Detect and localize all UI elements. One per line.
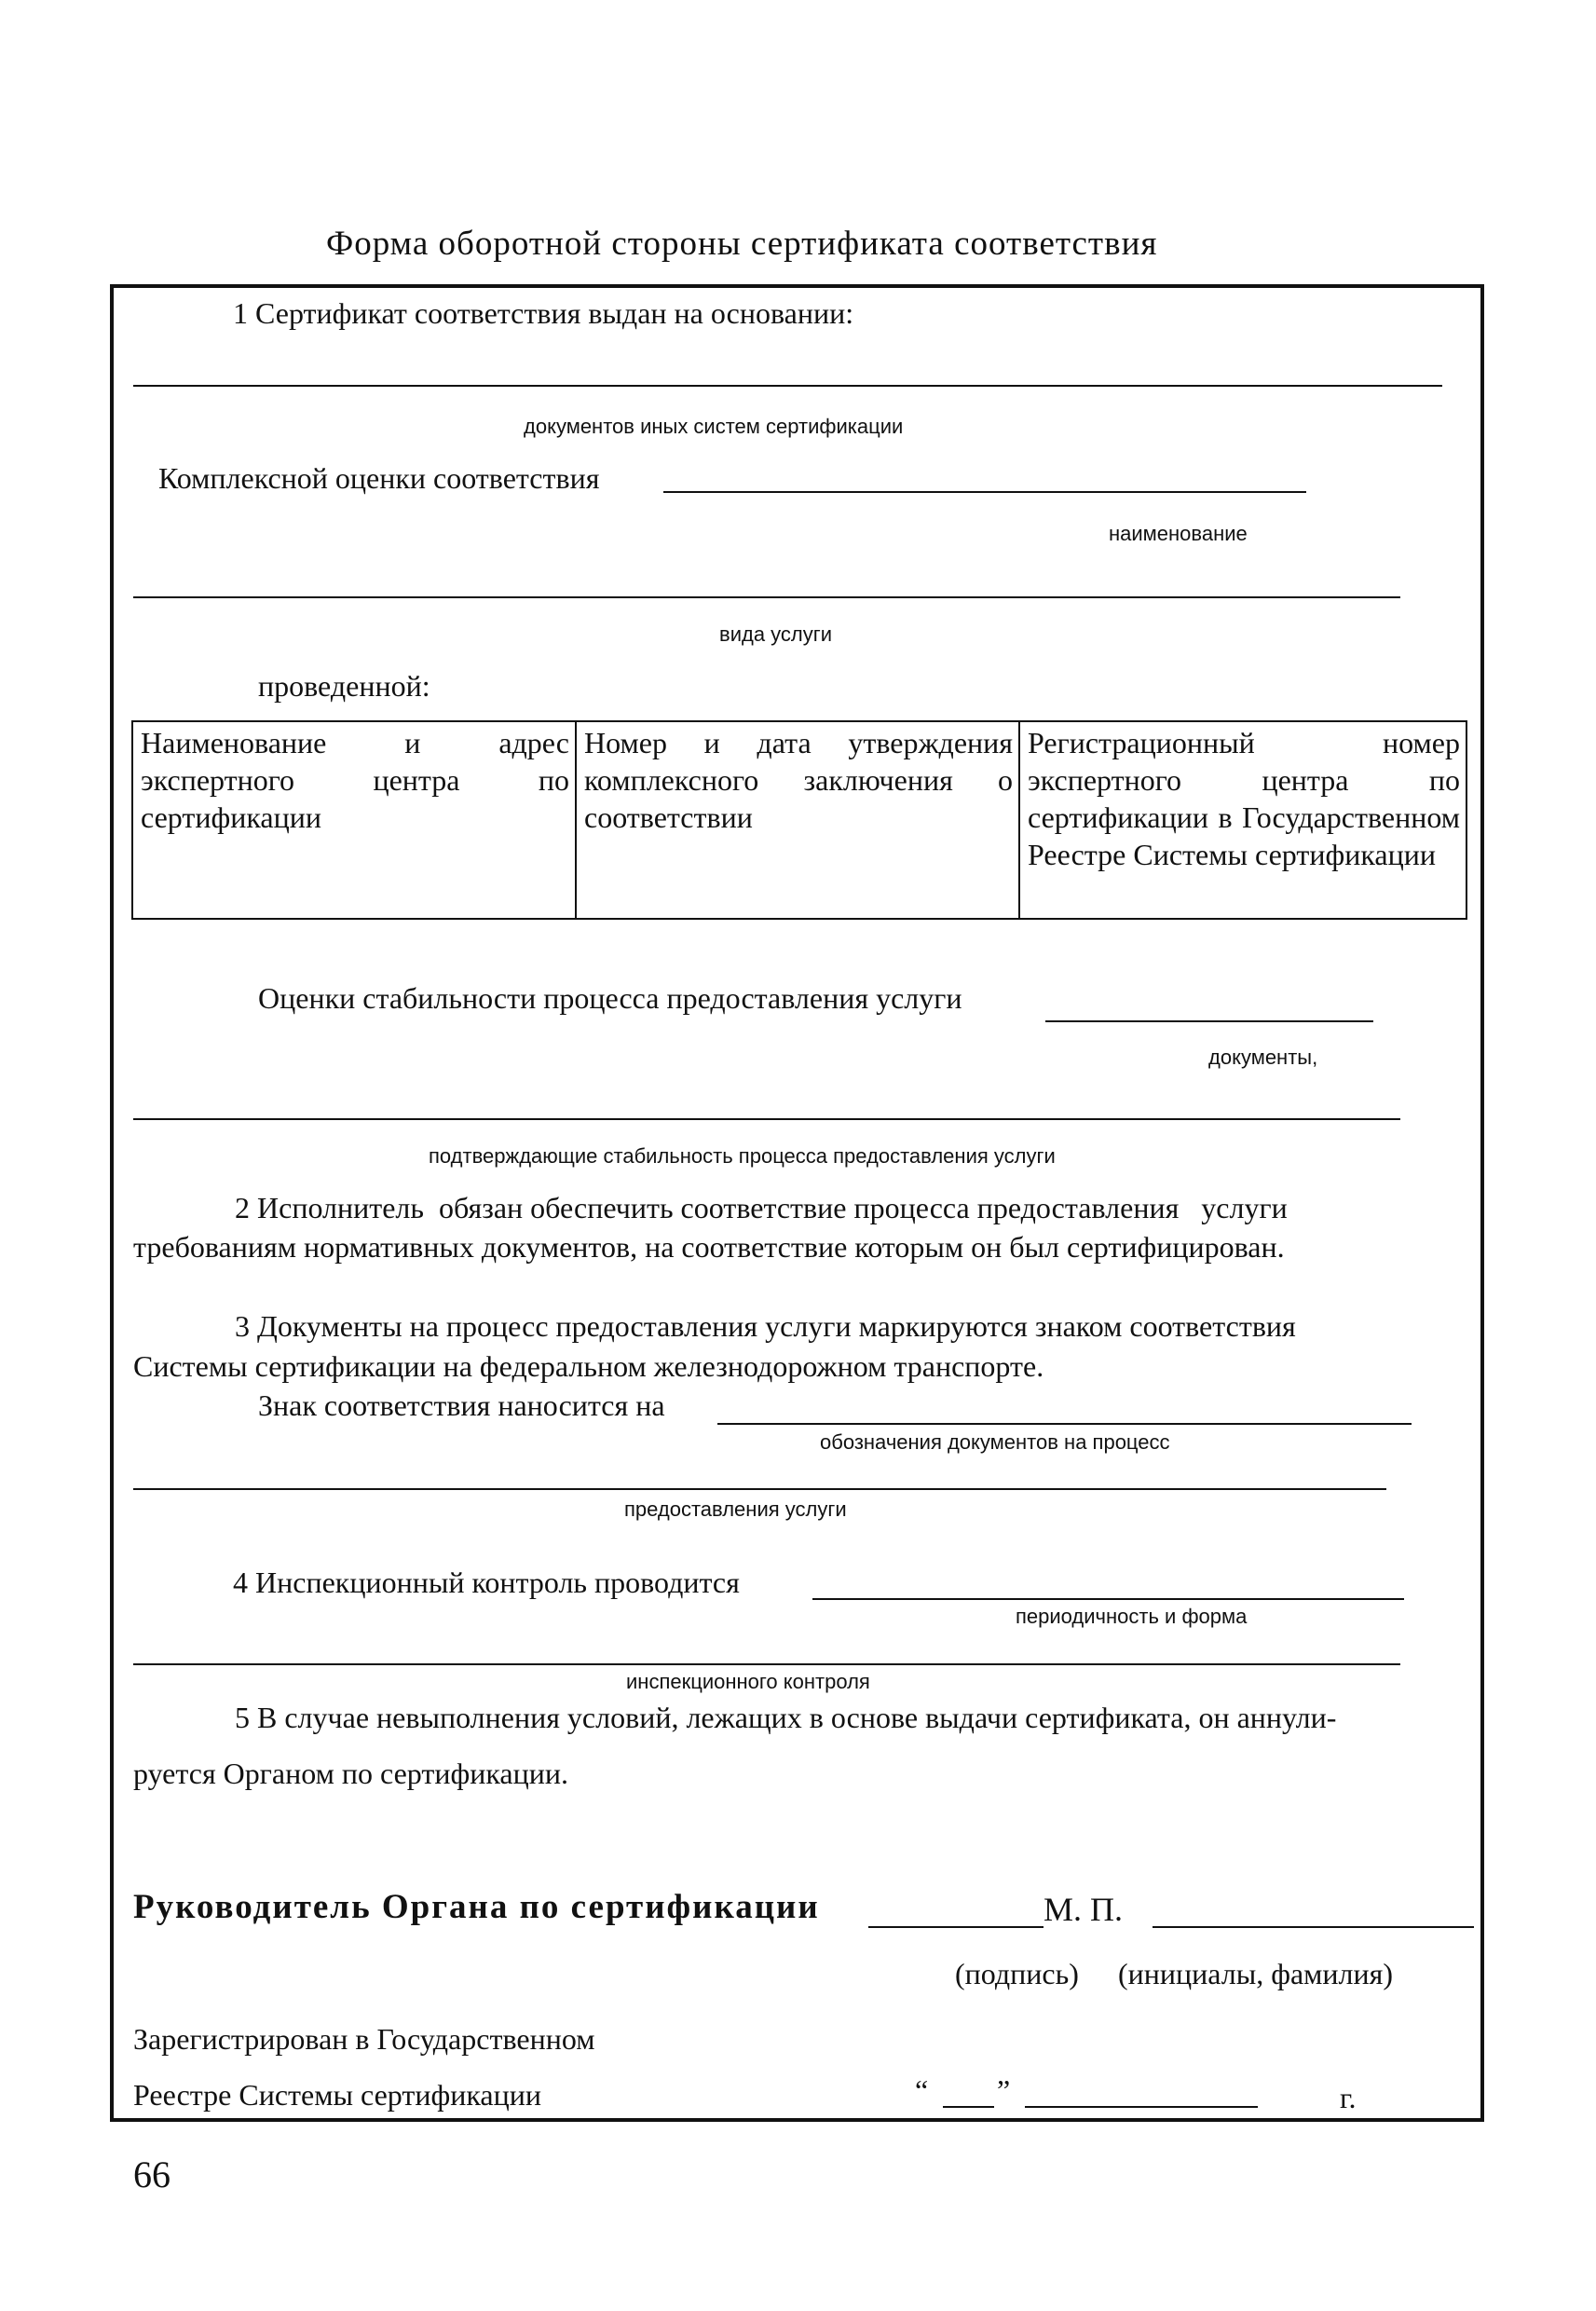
name-line[interactable]: [1153, 1926, 1474, 1928]
section2-line1: 2 Исполнитель обязан обеспечить соответствие процесса предоставления услуги: [235, 1191, 1288, 1224]
registration-line1: Зарегистрирован в Государственном: [133, 2022, 595, 2056]
caption-inspection-control: инспекционного контроля: [626, 1670, 870, 1693]
blank-line-complex-assessment[interactable]: [663, 491, 1306, 493]
caption-initials-surname: (инициалы, фамилия): [1118, 1957, 1394, 1990]
conducted-label: проведенной:: [258, 669, 430, 703]
expert-center-table: [131, 720, 1467, 920]
month-year-line[interactable]: [1025, 2106, 1258, 2108]
caption-provision: предоставления услуги: [624, 1497, 847, 1521]
quote-close: ”: [997, 2073, 1011, 2107]
blank-line-stability-docs[interactable]: [133, 1118, 1400, 1120]
section3-line2: Системы сертификации на федеральном железнодорожном транспорте.: [133, 1349, 1044, 1383]
signature-line[interactable]: [868, 1926, 1044, 1928]
blank-line-inspection[interactable]: [812, 1598, 1404, 1600]
blank-line-stability[interactable]: [1045, 1020, 1373, 1022]
section2-line2: требованиям нормативных документов, на соответствие которым он был сертифицирован.: [133, 1230, 1285, 1264]
page-number: 66: [133, 2154, 171, 2195]
section3-line1: 3 Документы на процесс предоставления услуги маркируются знаком соответствия: [235, 1309, 1296, 1343]
caption-periodicity: периодичность и форма: [1016, 1605, 1248, 1628]
caption-other-systems-docs: документов иных систем сертификации: [524, 415, 904, 438]
caption-documents: документы,: [1208, 1046, 1318, 1069]
section1-heading: 1 Сертификат соответствия выдан на основании:: [233, 296, 854, 330]
caption-designation: обозначения документов на процесс: [820, 1430, 1170, 1454]
blank-line-service-kind[interactable]: [133, 596, 1400, 598]
complex-assessment-label: Комплексной оценки соответствия: [158, 461, 600, 495]
seal-label: М. П.: [1044, 1891, 1124, 1928]
caption-name: наименование: [1109, 522, 1248, 545]
caption-confirm-stability: подтверждающие стабильность процесса предоставления услуги: [429, 1144, 1056, 1168]
blank-line-mark-continued[interactable]: [133, 1488, 1386, 1490]
caption-service-kind: вида услуги: [719, 622, 833, 646]
section4-label: 4 Инспекционный контроль проводится: [233, 1566, 740, 1599]
mark-label: Знак соответствия наносится на: [258, 1388, 665, 1422]
blank-line-basis[interactable]: [133, 385, 1442, 387]
day-line[interactable]: [943, 2106, 994, 2108]
year-suffix: г.: [1340, 2081, 1357, 2114]
table-row: [132, 721, 1466, 919]
head-of-body-label: Руководитель Органа по сертификации: [133, 1888, 820, 1926]
table-cell-registration-number: Регистрационный номер экспертного центра по сертификации в Государственном Реестре Системы сертификации: [1019, 721, 1466, 919]
registration-line2: Реестре Системы сертификации: [133, 2078, 541, 2112]
page-title: Форма оборотной стороны сертификата соответствия: [326, 225, 1158, 263]
table-cell-expert-center-name: Наименование и адрес экспертного центра по сертификации: [132, 721, 576, 919]
section5-line1: 5 В случае невыполнения условий, лежащих в основе выдачи сертификата, он аннули-: [235, 1701, 1337, 1734]
caption-signature: (подпись): [955, 1957, 1079, 1990]
stability-label: Оценки стабильности процесса предоставления услуги: [258, 981, 962, 1015]
quote-open: “: [915, 2073, 929, 2107]
blank-line-inspection-continued[interactable]: [133, 1663, 1400, 1665]
table-cell-conclusion-number-date: Номер и дата утверждения комплексного заключения о соответствии: [576, 721, 1019, 919]
section5-line2: руется Органом по сертификации.: [133, 1757, 568, 1790]
blank-line-mark[interactable]: [717, 1423, 1412, 1425]
